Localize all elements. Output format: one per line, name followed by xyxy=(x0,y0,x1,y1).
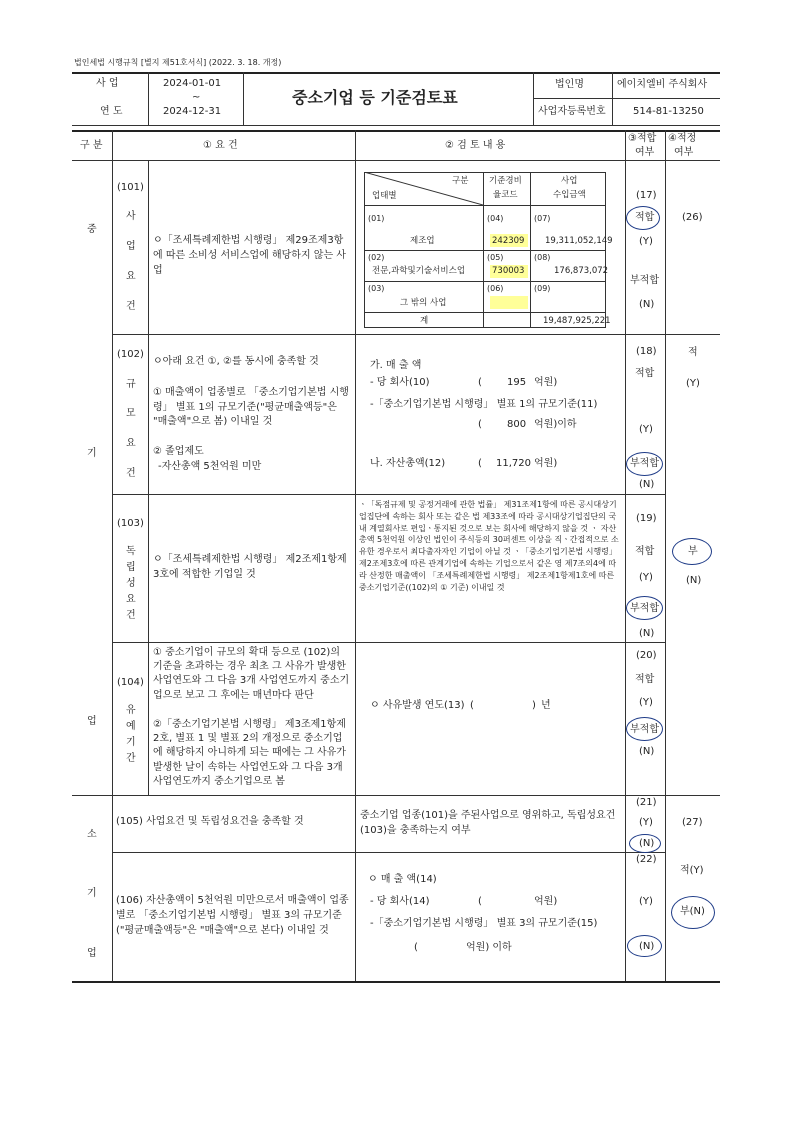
row103-name-char: 립 xyxy=(126,562,136,573)
row102-proper-y: (Y) xyxy=(686,378,700,389)
business-year-label: 사 업 xyxy=(96,78,119,89)
row104-req1: ① 중소기업이 규모의 확대 등으로 (102)의 기준을 초과하는 경우 최초 그 사유가 발생한 사업연도와 그 다음 3개 사업연도까지 중소기업으로 보고 그 후에는 매년마다 판단 xyxy=(153,647,350,701)
row101-fit-y: (Y) xyxy=(639,236,653,247)
selected-mark-icon xyxy=(629,834,661,853)
period-tilde: ~ xyxy=(192,92,201,103)
row106-review-a: ㅇ 매 출 액(14) xyxy=(368,874,437,885)
row106-requirement: (106) 자산총액이 5천억원 미만으로서 매출액이 업종별로 「중소기업기본법 시행령」 별표 3의 규모기준("평균매출액등"은 "매출액"으로 본다) 이내일 것 xyxy=(116,895,349,936)
row102-line2: ① 매출액이 업종별로 「중소기업기본법 시행령」 별표 1의 규모기준("평균매출액등"은 "매출액"으로 봄) 이내일 것 xyxy=(153,387,349,427)
col-requirement: ① 요 건 xyxy=(203,140,238,151)
col-fit: ③적합 xyxy=(628,133,657,144)
row103-code: (103) xyxy=(117,518,144,529)
row101-requirement: ㅇ「조세특례제한법 시행령」 제29조제3항에 따른 소비성 서비스업에 해당하지 않는 사업 xyxy=(153,235,346,276)
row101-proper-code: (26) xyxy=(682,212,703,223)
row103-name-char: 요 xyxy=(126,594,136,605)
row104-name-char: 기 xyxy=(126,737,136,748)
row106-review-a2-open: ( xyxy=(414,942,418,953)
row102-review-a2-open: ( xyxy=(478,419,482,430)
row102-fit-code: (18) xyxy=(636,346,657,357)
row106-proper-yes: 적(Y) xyxy=(680,865,704,876)
row102-sales-value: 195 xyxy=(507,377,527,388)
row102-name-char: 요 xyxy=(126,438,136,449)
tbl101-head-upte: 업태별 xyxy=(372,191,397,201)
row104-review: ㅇ 사유발생 연도(13) xyxy=(370,700,465,711)
biz-reg-label: 사업자등록번호 xyxy=(538,106,606,117)
row103-name-char: 독 xyxy=(126,546,136,557)
tbl101-manufacturing: 제조업 xyxy=(410,236,435,246)
row104-review-close: ) xyxy=(532,700,536,711)
tbl101-total-rev: 19,487,925,221 xyxy=(543,316,611,326)
row105-fit-code: (21) xyxy=(636,797,657,808)
row102-fit-no: 부적합 xyxy=(630,458,659,469)
form-reference: 법인세법 시행규칙 [별지 제51호서식] (2022. 3. 18. 개정) xyxy=(74,58,282,67)
row104-fit-y: (Y) xyxy=(639,697,653,708)
tbl101-c02: (02) xyxy=(368,253,385,262)
row106-review-a2: -「중소기업기본법 시행령」 별표 3의 규모기준(15) xyxy=(370,918,598,929)
tbl101-manufacturing-code: 242309 xyxy=(492,236,525,246)
row102-name-char: 규 xyxy=(126,379,136,390)
tbl101-professional: 전문,과학및기술서비스업 xyxy=(372,266,466,276)
selected-mark-icon xyxy=(672,538,712,565)
row102-review-a2-unit: 억원)이하 xyxy=(534,419,577,430)
tbl101-c03: (03) xyxy=(368,284,385,293)
row105-fit-n: (N) xyxy=(639,838,655,849)
selected-mark-icon xyxy=(671,896,715,929)
row104-name-char: 간 xyxy=(126,753,136,764)
row102-line4: -자산총액 5천억원 미만 xyxy=(158,461,262,472)
row102-code: (102) xyxy=(117,349,144,360)
row101-name-char: 업 xyxy=(126,241,136,252)
row106-fit-y: (Y) xyxy=(639,896,653,907)
col-review: ② 검 토 내 용 xyxy=(445,140,506,151)
row102-review-a1-unit: 억원) xyxy=(534,377,558,388)
tbl101-head-code: 기준경비 xyxy=(489,176,522,186)
row103-proper-no: 부 xyxy=(688,546,698,557)
tbl101-total-label: 계 xyxy=(420,316,429,326)
row102-line1: ㅇ아래 요건 ①, ②를 동시에 충족할 것 xyxy=(153,356,319,367)
tbl101-head-code-2: 율코드 xyxy=(493,190,518,200)
row104-code: (104) xyxy=(117,677,144,688)
row105-requirement: (105) 사업요건 및 독립성요건을 충족할 것 xyxy=(116,816,304,827)
row101-name-char: 건 xyxy=(126,301,136,312)
row106-review-a1-unit: 억원) xyxy=(534,896,558,907)
tbl101-other: 그 밖의 사업 xyxy=(400,298,447,308)
row104-fit-n: (N) xyxy=(639,746,655,757)
col-proper: ④적정 xyxy=(668,133,697,144)
row103-fit-n: (N) xyxy=(639,628,655,639)
business-year-label-2: 연 도 xyxy=(100,106,123,117)
row102-review-b-unit: 억원) xyxy=(534,458,558,469)
row106-review-a2-unit: 억원) 이하 xyxy=(466,942,512,953)
row102-proper-yes: 적 xyxy=(688,347,698,358)
row102-review-a2: -「중소기업기본법 시행령」 별표 1의 규모기준(11) xyxy=(370,399,598,410)
tbl101-c07: (07) xyxy=(534,214,551,223)
side-label-sme-2: 기 xyxy=(87,448,97,459)
row101-fit-n: (N) xyxy=(639,299,655,310)
row102-name-char: 건 xyxy=(126,468,136,479)
row101-fit-no: 부적합 xyxy=(630,275,659,286)
row102-fit-y: (Y) xyxy=(639,424,653,435)
row103-review: ㆍ「독점규제 및 공정거래에 관한 법률」 제31조제1항에 따른 공시대상기업집단에 속하는 회사 또는 같은 법 제33조에 따라 공시대상기업집단의 국내 계열회사로 편입ㆍ통지된 것으로 보는 회사에 해당하지 않을 것 ㆍ 자산총액 5천억원 이상인 법인이 주식등의 30퍼센트 이상을 직ㆍ간접적으로 소유한 경우로서 최다출자자인 기업이 아닐 것 ㆍ「중소기업기본법 시행령」 제2조제3호에 따른 관계기업에 속하는 기업으로서 같은 영 제7조의4에 따라 산정한 매출액이 「조세특례제한법 시행령」 제2조제1항제1호에 따른 중소기업기준((102)의 ① 기준) 이내일 것 xyxy=(359,500,619,592)
selected-mark-icon xyxy=(626,206,660,230)
row104-fit-code: (20) xyxy=(636,650,657,661)
row102-fit-n: (N) xyxy=(639,479,655,490)
row106-proper-no: 부(N) xyxy=(680,906,705,917)
row102-review-a1-open: ( xyxy=(478,377,482,388)
selected-mark-icon xyxy=(626,596,663,620)
col-fit-2: 여부 xyxy=(635,147,655,158)
tbl101-manufacturing-rev: 19,311,052,149 xyxy=(545,236,613,246)
side-label-small-3: 업 xyxy=(87,948,97,959)
row106-review-a1-open: ( xyxy=(478,896,482,907)
side-label-small: 소 xyxy=(87,829,97,840)
row103-fit-y: (Y) xyxy=(639,572,653,583)
row106-review-a1: - 당 회사(14) xyxy=(370,896,430,907)
selected-mark-icon xyxy=(626,717,663,741)
row101-code: (101) xyxy=(117,182,144,193)
row102-standard-value: 800 xyxy=(507,419,527,430)
tbl101-c05: (05) xyxy=(487,253,504,262)
row105-review: 중소기업 업종(101)을 주된사업으로 영위하고, 독립성요건(103)을 충족하는지 여부 xyxy=(360,810,616,836)
page-title: 중소기업 등 기준검토표 xyxy=(292,88,458,107)
row103-requirement: ㅇ「조세특례제한법 시행령」 제2조제1항제3호에 적합한 기업일 것 xyxy=(153,554,347,580)
tbl101-head-rev: 사업 xyxy=(561,176,578,186)
side-label-sme-3: 업 xyxy=(87,716,97,727)
tbl101-c09: (09) xyxy=(534,284,551,293)
row106-fit-n: (N) xyxy=(639,941,655,952)
row101-name-char: 사 xyxy=(126,211,136,222)
row104-fit-yes: 적합 xyxy=(635,674,655,685)
row102-assets-value: 11,720 xyxy=(496,458,531,469)
row104-fit-no: 부적합 xyxy=(630,724,659,735)
tbl101-professional-code: 730003 xyxy=(492,266,525,276)
row103-fit-yes: 적합 xyxy=(635,546,655,557)
row104-review-open: ( xyxy=(470,700,474,711)
row103-fit-no: 부적합 xyxy=(630,603,659,614)
col-proper-2: 여부 xyxy=(674,147,694,158)
row102-name-char: 모 xyxy=(126,408,136,419)
selected-mark-icon xyxy=(627,935,662,957)
row102-fit-yes: 적합 xyxy=(635,368,655,379)
tbl101-professional-rev: 176,873,072 xyxy=(554,266,609,276)
corp-name-label: 법인명 xyxy=(555,79,584,90)
row104-review-unit: 년 xyxy=(541,700,551,711)
tbl101-head-rev-2: 수입금액 xyxy=(553,190,586,200)
row101-fit-code: (17) xyxy=(636,190,657,201)
row102-review-a1: - 당 회사(10) xyxy=(370,377,430,388)
tbl101-c06: (06) xyxy=(487,284,504,293)
row105-fit-y: (Y) xyxy=(639,817,653,828)
row103-name-char: 성 xyxy=(126,578,136,589)
col-category: 구 분 xyxy=(80,140,103,151)
row104-name-char: 예 xyxy=(126,721,136,732)
biz-reg-no: 514-81-13250 xyxy=(633,106,704,117)
row102-line3: ② 졸업제도 xyxy=(153,446,204,457)
row102-review-b-open: ( xyxy=(478,458,482,469)
row104-req2: ②「중소기업기본법 시행령」 제3조제1항제2호, 별표 1 및 별표 2의 개정으로 중소기업에 해당하지 아니하게 되는 때에는 그 사유가 발생한 날이 속하는 사업연도와 그 다음 3개 사업연도까지 중소기업으로 봄 xyxy=(153,719,346,787)
row102-review-a: 가. 매 출 액 xyxy=(370,360,422,371)
row101-name-char: 요 xyxy=(126,271,136,282)
tbl101-c04: (04) xyxy=(487,214,504,223)
row104-name-char: 유 xyxy=(126,705,136,716)
row103-fit-code: (19) xyxy=(636,513,657,524)
period-start: 2024-01-01 xyxy=(163,78,222,89)
row103-proper-n: (N) xyxy=(686,575,702,586)
row101-fit-yes: 적합 xyxy=(635,212,655,223)
tbl101-c01: (01) xyxy=(368,214,385,223)
side-label-small-2: 기 xyxy=(87,888,97,899)
side-label-sme: 중 xyxy=(87,224,97,235)
period-end: 2024-12-31 xyxy=(163,106,222,117)
tbl101-head-gubun: 구분 xyxy=(452,176,469,186)
row103-name-char: 건 xyxy=(126,610,136,621)
tbl101-c08: (08) xyxy=(534,253,551,262)
corp-name: 에이치엘비 주식회사 xyxy=(617,79,708,90)
row102-review-b: 나. 자산총액(12) xyxy=(370,458,446,469)
row105-proper-code: (27) xyxy=(682,817,703,828)
selected-mark-icon xyxy=(626,452,663,476)
row106-fit-code: (22) xyxy=(636,854,657,865)
